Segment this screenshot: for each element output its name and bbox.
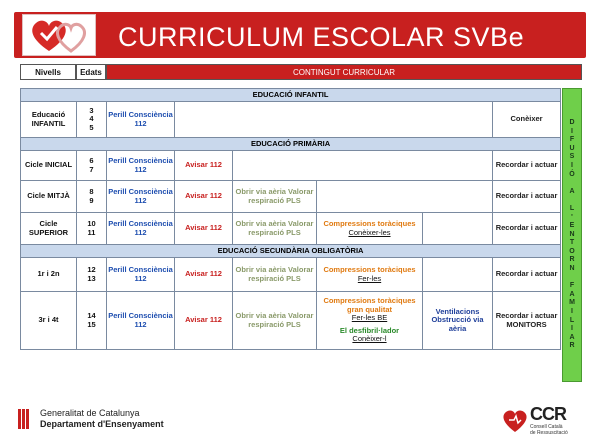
desfibrillador-sub: Conèixer-l [352,334,387,344]
side-letter: ' [571,213,573,221]
section-title: EDUCACIÓ SECUNDÀRIA OBLIGATÒRIA [21,245,561,258]
age-value: 11 [87,227,96,237]
level-cell: 1r i 2n [21,258,77,292]
compressions-label: Compressions toràciques [323,218,416,228]
side-letter: A [569,187,575,195]
avisar-cell: Avisar 112 [175,181,233,213]
compressions-sub: Conèixer-les [348,227,391,237]
side-letter: E [569,222,575,230]
age-value: 4 [89,114,94,124]
empty-cell [175,102,493,138]
compressions-sub: Fer-les BE [351,313,388,323]
via-cell: Obrir via aèria Valorar respiració PLS [233,213,317,245]
table-row [21,151,561,181]
age-value: 9 [89,195,94,205]
avisar-cell: Avisar 112 [175,292,233,350]
gen-line1: Generalitat de Catalunya [40,408,140,418]
avisar-cell: Avisar 112 [175,151,233,181]
section-title: EDUCACIÓ INFANTIL [21,89,561,102]
empty-cell [233,151,493,181]
avisar-cell: Avisar 112 [175,213,233,245]
level-cell: Cicle SUPERIOR [21,213,77,245]
side-letter: D [569,118,575,126]
side-letter: Ó [569,170,575,178]
compressions-cell [317,292,423,350]
section-primaria [21,138,561,151]
ccr-footer [500,404,582,440]
level-cell: Cicle MITJÀ [21,181,77,213]
side-letter [571,274,573,283]
side-letter: F [569,136,575,144]
level-cell: Educació INFANTIL [21,102,77,138]
side-letter: I [571,308,573,316]
age-value: 10 [87,218,96,228]
section-eso [21,245,561,258]
side-letter: S [569,153,575,161]
ccr-logo-text: CCR [530,404,566,424]
desfibrillador-label: El desfibril·lador [339,325,400,335]
ages-cell [77,292,107,350]
action-cell: Conèixer [493,102,561,138]
action-cell: Recordar i actuar MONITORS [493,292,561,350]
perill-cell: Perill Consciència 112 [107,151,175,181]
action-cell: Recordar i actuar [493,181,561,213]
side-letter: L [569,316,575,324]
table-row [21,292,561,350]
compressions-sub: Fer-les [357,273,382,283]
perill-cell: Perill Consciència 112 [107,258,175,292]
via-cell: Obrir via aèria Valorar respiració PLS [233,292,317,350]
ages-cell [77,258,107,292]
side-letter: M [569,299,575,307]
ages-cell [77,213,107,245]
age-value: 8 [89,186,94,196]
side-letter: A [569,333,575,341]
side-letter: R [569,342,575,350]
empty-cell [423,258,493,292]
header-edats: Edats [76,64,106,80]
compressions-label: Compressions toràciques gran qualitat [323,295,416,314]
side-letter [571,179,573,188]
empty-cell [317,181,493,213]
table-row [21,102,561,138]
side-letter: I [571,325,573,333]
avisar-cell: Avisar 112 [175,258,233,292]
compressions-label: Compressions toràciques [323,264,416,274]
age-value: 3 [89,105,94,115]
age-value: 14 [87,310,96,320]
age-value: 12 [87,264,96,274]
ages-cell [77,181,107,213]
table-row [21,258,561,292]
action-cell: Recordar i actuar [493,213,561,245]
side-letter [571,196,573,205]
gen-line2: Departament d'Ensenyament [40,419,164,429]
age-value: 6 [89,155,94,165]
header-contingut: CONTINGUT CURRICULAR [106,64,582,80]
ventilacions-cell: Ventilacions Obstrucció via aèria [423,292,493,350]
side-letter: I [571,161,573,169]
compressions-cell [317,258,423,292]
side-letter: I [571,127,573,135]
side-letter: A [569,290,575,298]
perill-cell: Perill Consciència 112 [107,213,175,245]
perill-cell: Perill Consciència 112 [107,181,175,213]
age-value: 5 [89,122,94,132]
difusio-side-bar [562,88,582,382]
age-value: 15 [87,319,96,329]
page-title: CURRICULUM ESCOLAR SVBe [118,22,525,52]
side-letter: U [569,144,575,152]
compressions-cell [317,213,423,245]
table-row [21,213,561,245]
side-letter: O [569,247,575,255]
ccr-heart-icon [500,408,530,434]
level-cell: Cicle INICIAL [21,151,77,181]
ages-cell [77,102,107,138]
action-cell: Recordar i actuar [493,151,561,181]
side-letter: L [569,204,575,212]
generalitat-footer [18,408,164,430]
side-letter: T [569,239,575,247]
curriculum-table [20,88,561,350]
header-nivells: Nivells [20,64,76,80]
age-value: 7 [89,164,94,174]
via-cell: Obrir via aèria Valorar respiració PLS [233,258,317,292]
side-letter: N [569,265,575,273]
age-value: 13 [87,273,96,283]
side-letter: N [569,230,575,238]
side-letter: R [569,256,575,264]
section-title: EDUCACIÓ PRIMÀRIA [21,138,561,151]
perill-cell: Perill Consciència 112 [107,292,175,350]
table-row [21,181,561,213]
perill-cell: Perill Consciència 112 [107,102,175,138]
section-infantil [21,89,561,102]
empty-cell [423,213,493,245]
ccr-sub1: Consell Català [530,424,563,430]
action-cell: Recordar i actuar [493,258,561,292]
side-letter: F [569,282,575,290]
generalitat-mark-icon [18,409,32,429]
via-cell: Obrir via aèria Valorar respiració PLS [233,181,317,213]
ccr-sub2: de Ressuscitació [530,430,568,436]
hearts-logo-icon [22,14,96,56]
ages-cell [77,151,107,181]
level-cell: 3r i 4t [21,292,77,350]
